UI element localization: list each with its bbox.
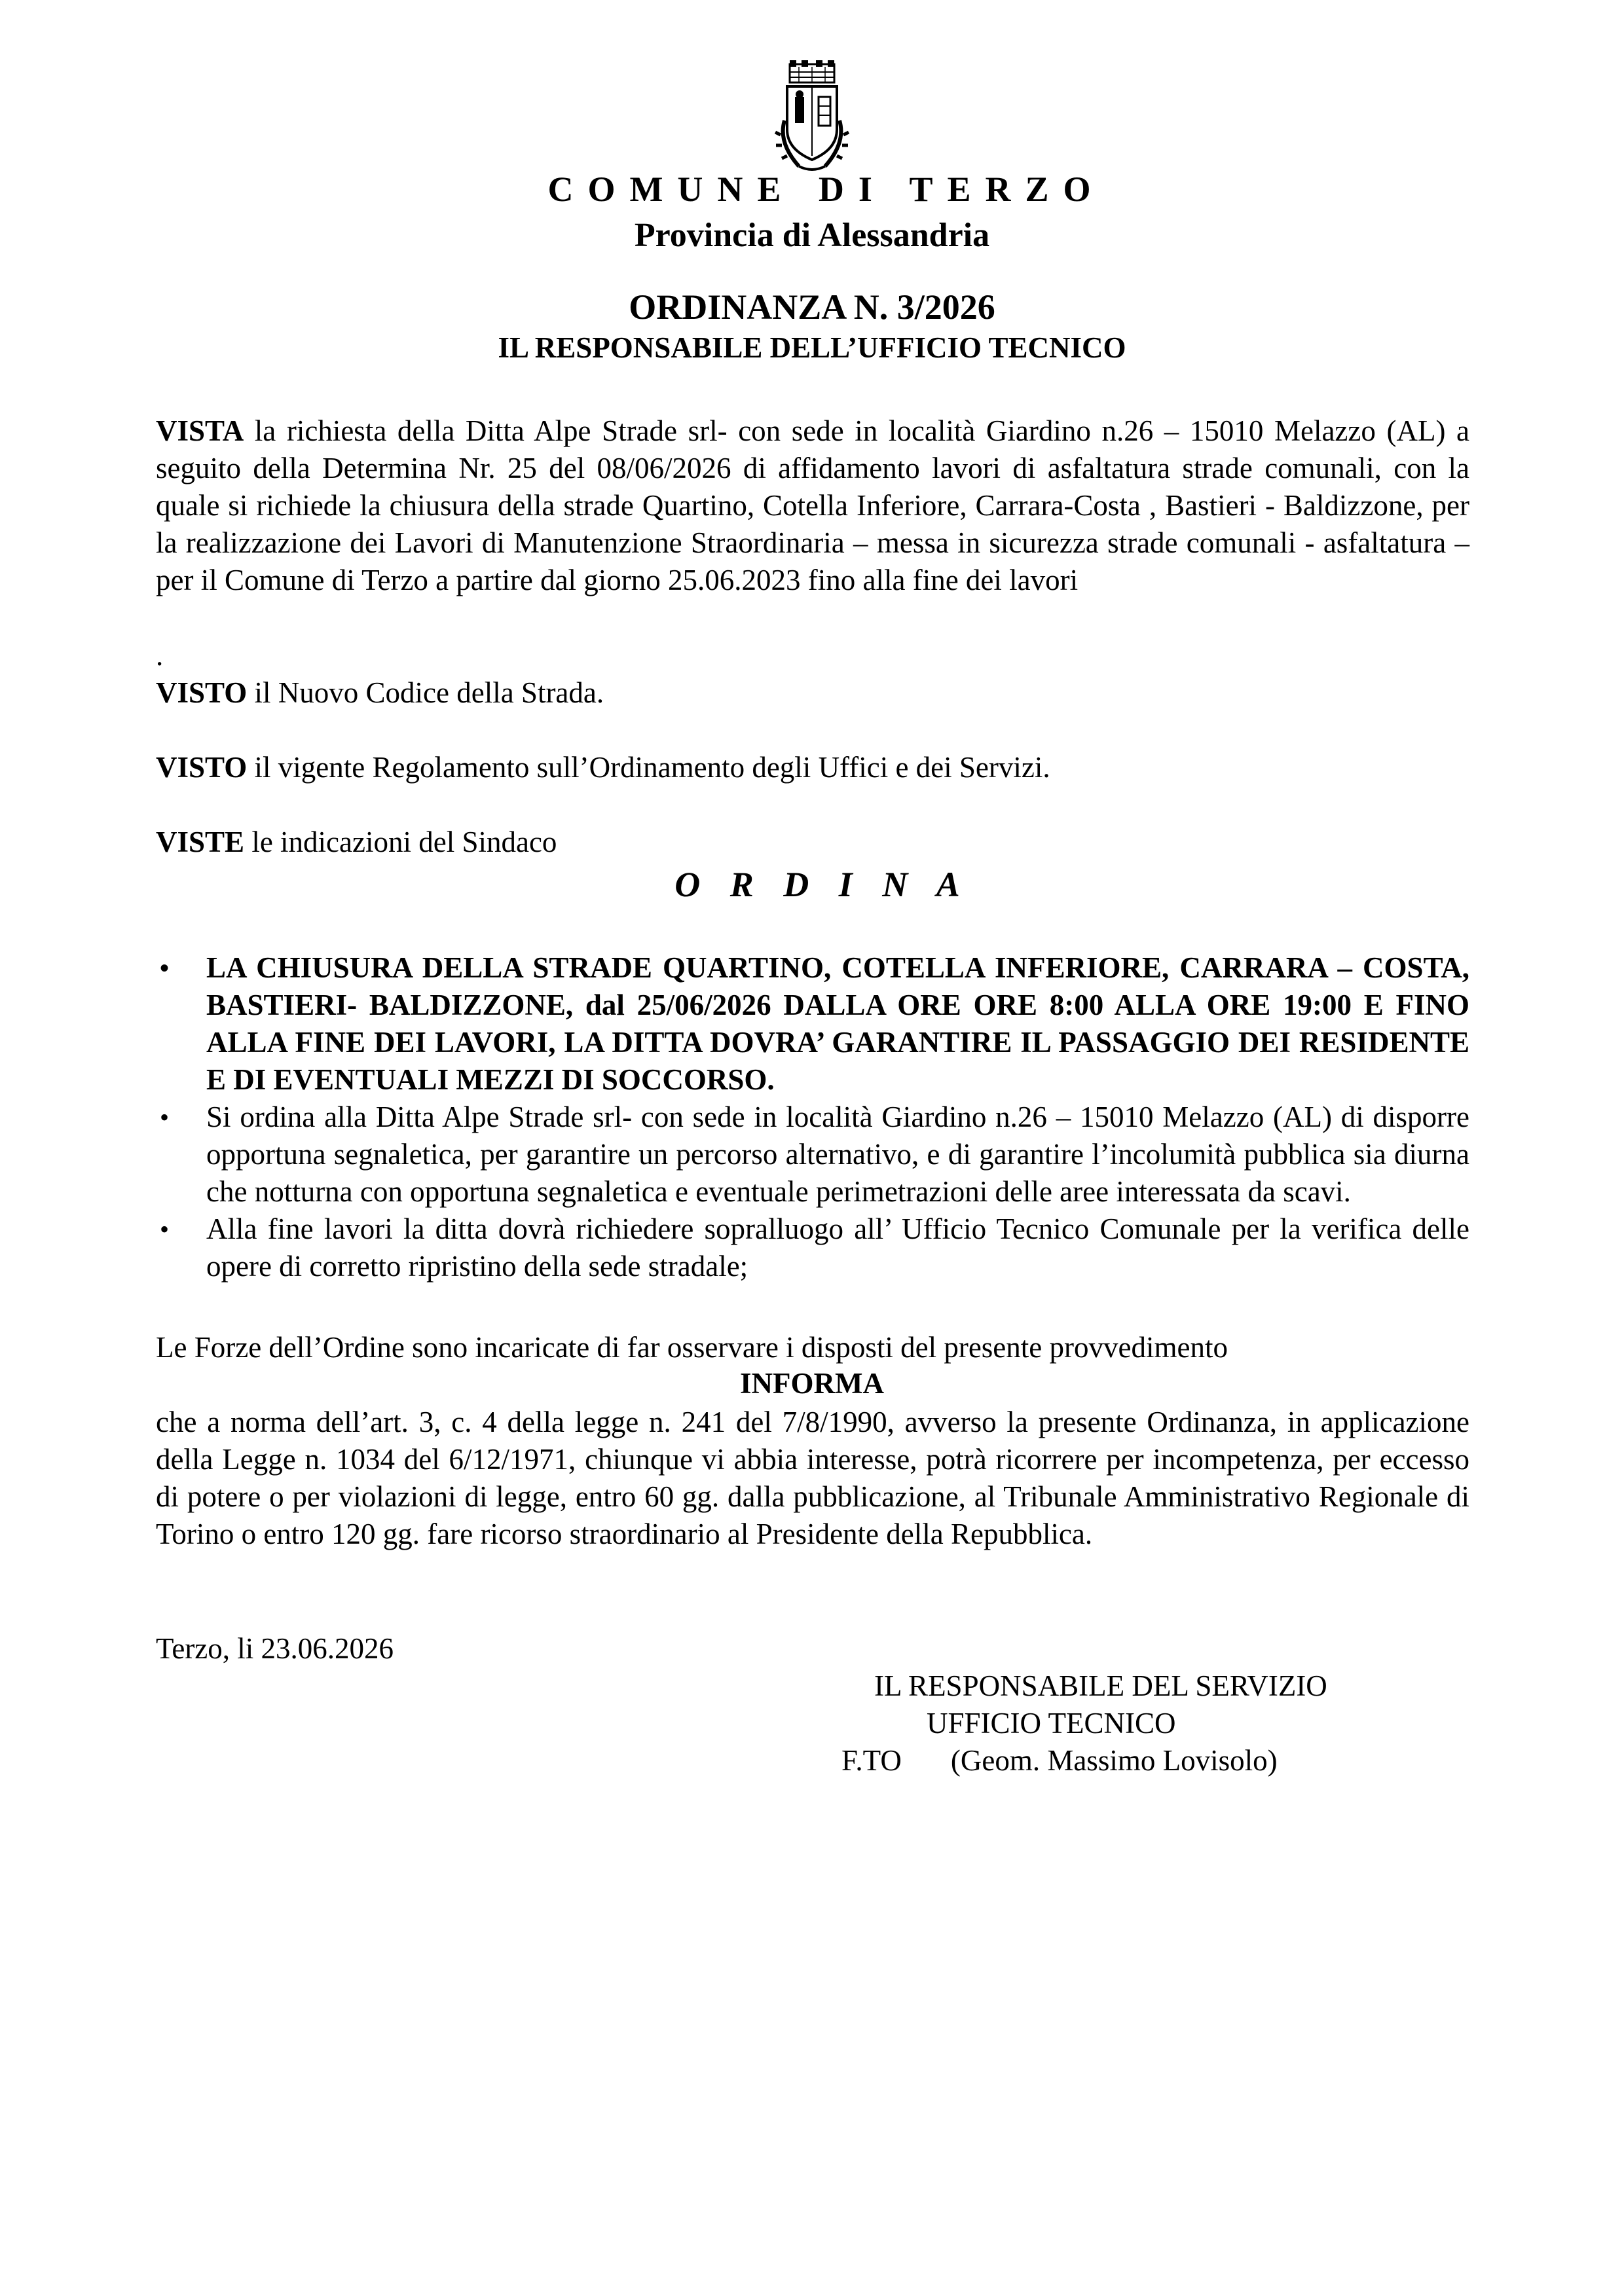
visto-regolamento-text: il vigente Regolamento sull’Ordinamento degli Uffici e dei Servizi. [247, 751, 1050, 784]
informa-paragraph: che a norma dell’art. 3, c. 4 della legge n. 241 del 7/8/1990, avverso la presente Ordinanza, in applicazione della Legge n. 1034 del 6/12/1971, chiunque vi abbia interesse, potrà ricorrere per incompetenza, per eccesso di potere o per violazioni di legge, entro 60 gg. dalla pubblicazione, al Tribunale Amministrativo Regionale di Torino o entro 120 gg. fare ricorso straordinario al Presidente della Repubblica. [156, 1406, 1469, 1550]
vista-text: la richiesta della Ditta Alpe Strade srl- con sede in località Giardino n.26 – 15010 Melazzo (AL) a seguito della Determina Nr. 25 del 08/06/2026 di affidamento lavori di asfaltatura strade comunali, con la quale si richiede la chiusura della strade Quartino, Cotella Inferiore, Carrara-Costa , Bastieri - Baldizzone, per la realizzazione dei Lavori di Manutenzione Straordinaria – messa in sicurezza strade comunali - asfaltatura – per il Comune di Terzo a partire dal giorno 25.06.2023 fino alla fine dei lavori [156, 414, 1469, 596]
ordina-list [156, 949, 1469, 1285]
vista-paragraph [156, 412, 1469, 599]
municipality-name: COMUNE DI TERZO [547, 170, 1105, 209]
visto-codice-paragraph [156, 674, 1469, 712]
ordina-heading: O R D I N A [674, 865, 970, 904]
ordinance-number: ORDINANZA N. 3/2026 [629, 287, 995, 327]
visto-keyword: VISTO [156, 676, 248, 709]
place-date: Terzo, li 23.06.2026 [156, 1632, 394, 1665]
list-item-text: LA CHIUSURA DELLA STRADE QUARTINO, COTELLA INFERIORE, CARRARA – COSTA, BASTIERI- BALDIZZONE, dal 25/06/2026 DALLA ORE ORE 8:00 ALLA ORE 19:00 E FINO ALLA FINE DEI LAVORI, LA DITTA DOVRA’ GARANTIRE IL PASSAGGIO DEI RESIDENTE E DI EVENTUALI MEZZI DI SOCCORSO. [206, 951, 1469, 1096]
list-item [156, 949, 1469, 1099]
viste-keyword: VISTE [156, 826, 245, 858]
viste-paragraph [156, 824, 1469, 861]
signature-title: IL RESPONSABILE DEL SERVIZIO [874, 1669, 1327, 1702]
signature-name-line [841, 1742, 1278, 1779]
province-name: Provincia di Alessandria [634, 217, 990, 254]
issuer-title: IL RESPONSABILE DELL’UFFICIO TECNICO [498, 331, 1126, 364]
visto-keyword: VISTO [156, 751, 248, 784]
informa-heading: INFORMA [740, 1367, 884, 1400]
list-item [156, 1211, 1469, 1285]
signature-office: UFFICIO TECNICO [927, 1707, 1176, 1740]
bullet-icon: • [160, 1102, 170, 1132]
bullet-icon: • [160, 953, 170, 983]
list-item-text: Alla fine lavori la ditta dovrà richiedere sopralluogo all’ Ufficio Tecnico Comunale per la verifica delle opere di corretto ripristino della sede stradale; [206, 1212, 1469, 1283]
bullet-icon: • [160, 1214, 170, 1244]
visto-regolamento-paragraph [156, 749, 1469, 786]
signature-name: (Geom. Massimo Lovisolo) [950, 1744, 1278, 1777]
vista-keyword: VISTA [156, 414, 244, 447]
list-item [156, 1099, 1469, 1211]
coat-of-arms-icon [773, 58, 851, 175]
signature-fto: F.TO [841, 1744, 902, 1777]
viste-text: le indicazioni del Sindaco [244, 826, 557, 858]
forze-ordine-line: Le Forze dell’Ordine sono incaricate di far osservare i disposti del presente provvedimento [156, 1331, 1228, 1364]
list-item-text: Si ordina alla Ditta Alpe Strade srl- con sede in località Giardino n.26 – 15010 Melazzo (AL) di disporre opportuna segnaletica, per garantire un percorso alternativo, e di garantire l’incolumità pubblica sia diurna che notturna con opportuna segnaletica e eventuale perimetrazioni delle aree interessata da scavi. [206, 1101, 1469, 1208]
visto-codice-text: il Nuovo Codice della Strada. [247, 676, 604, 709]
separator-dot: . [156, 639, 164, 672]
